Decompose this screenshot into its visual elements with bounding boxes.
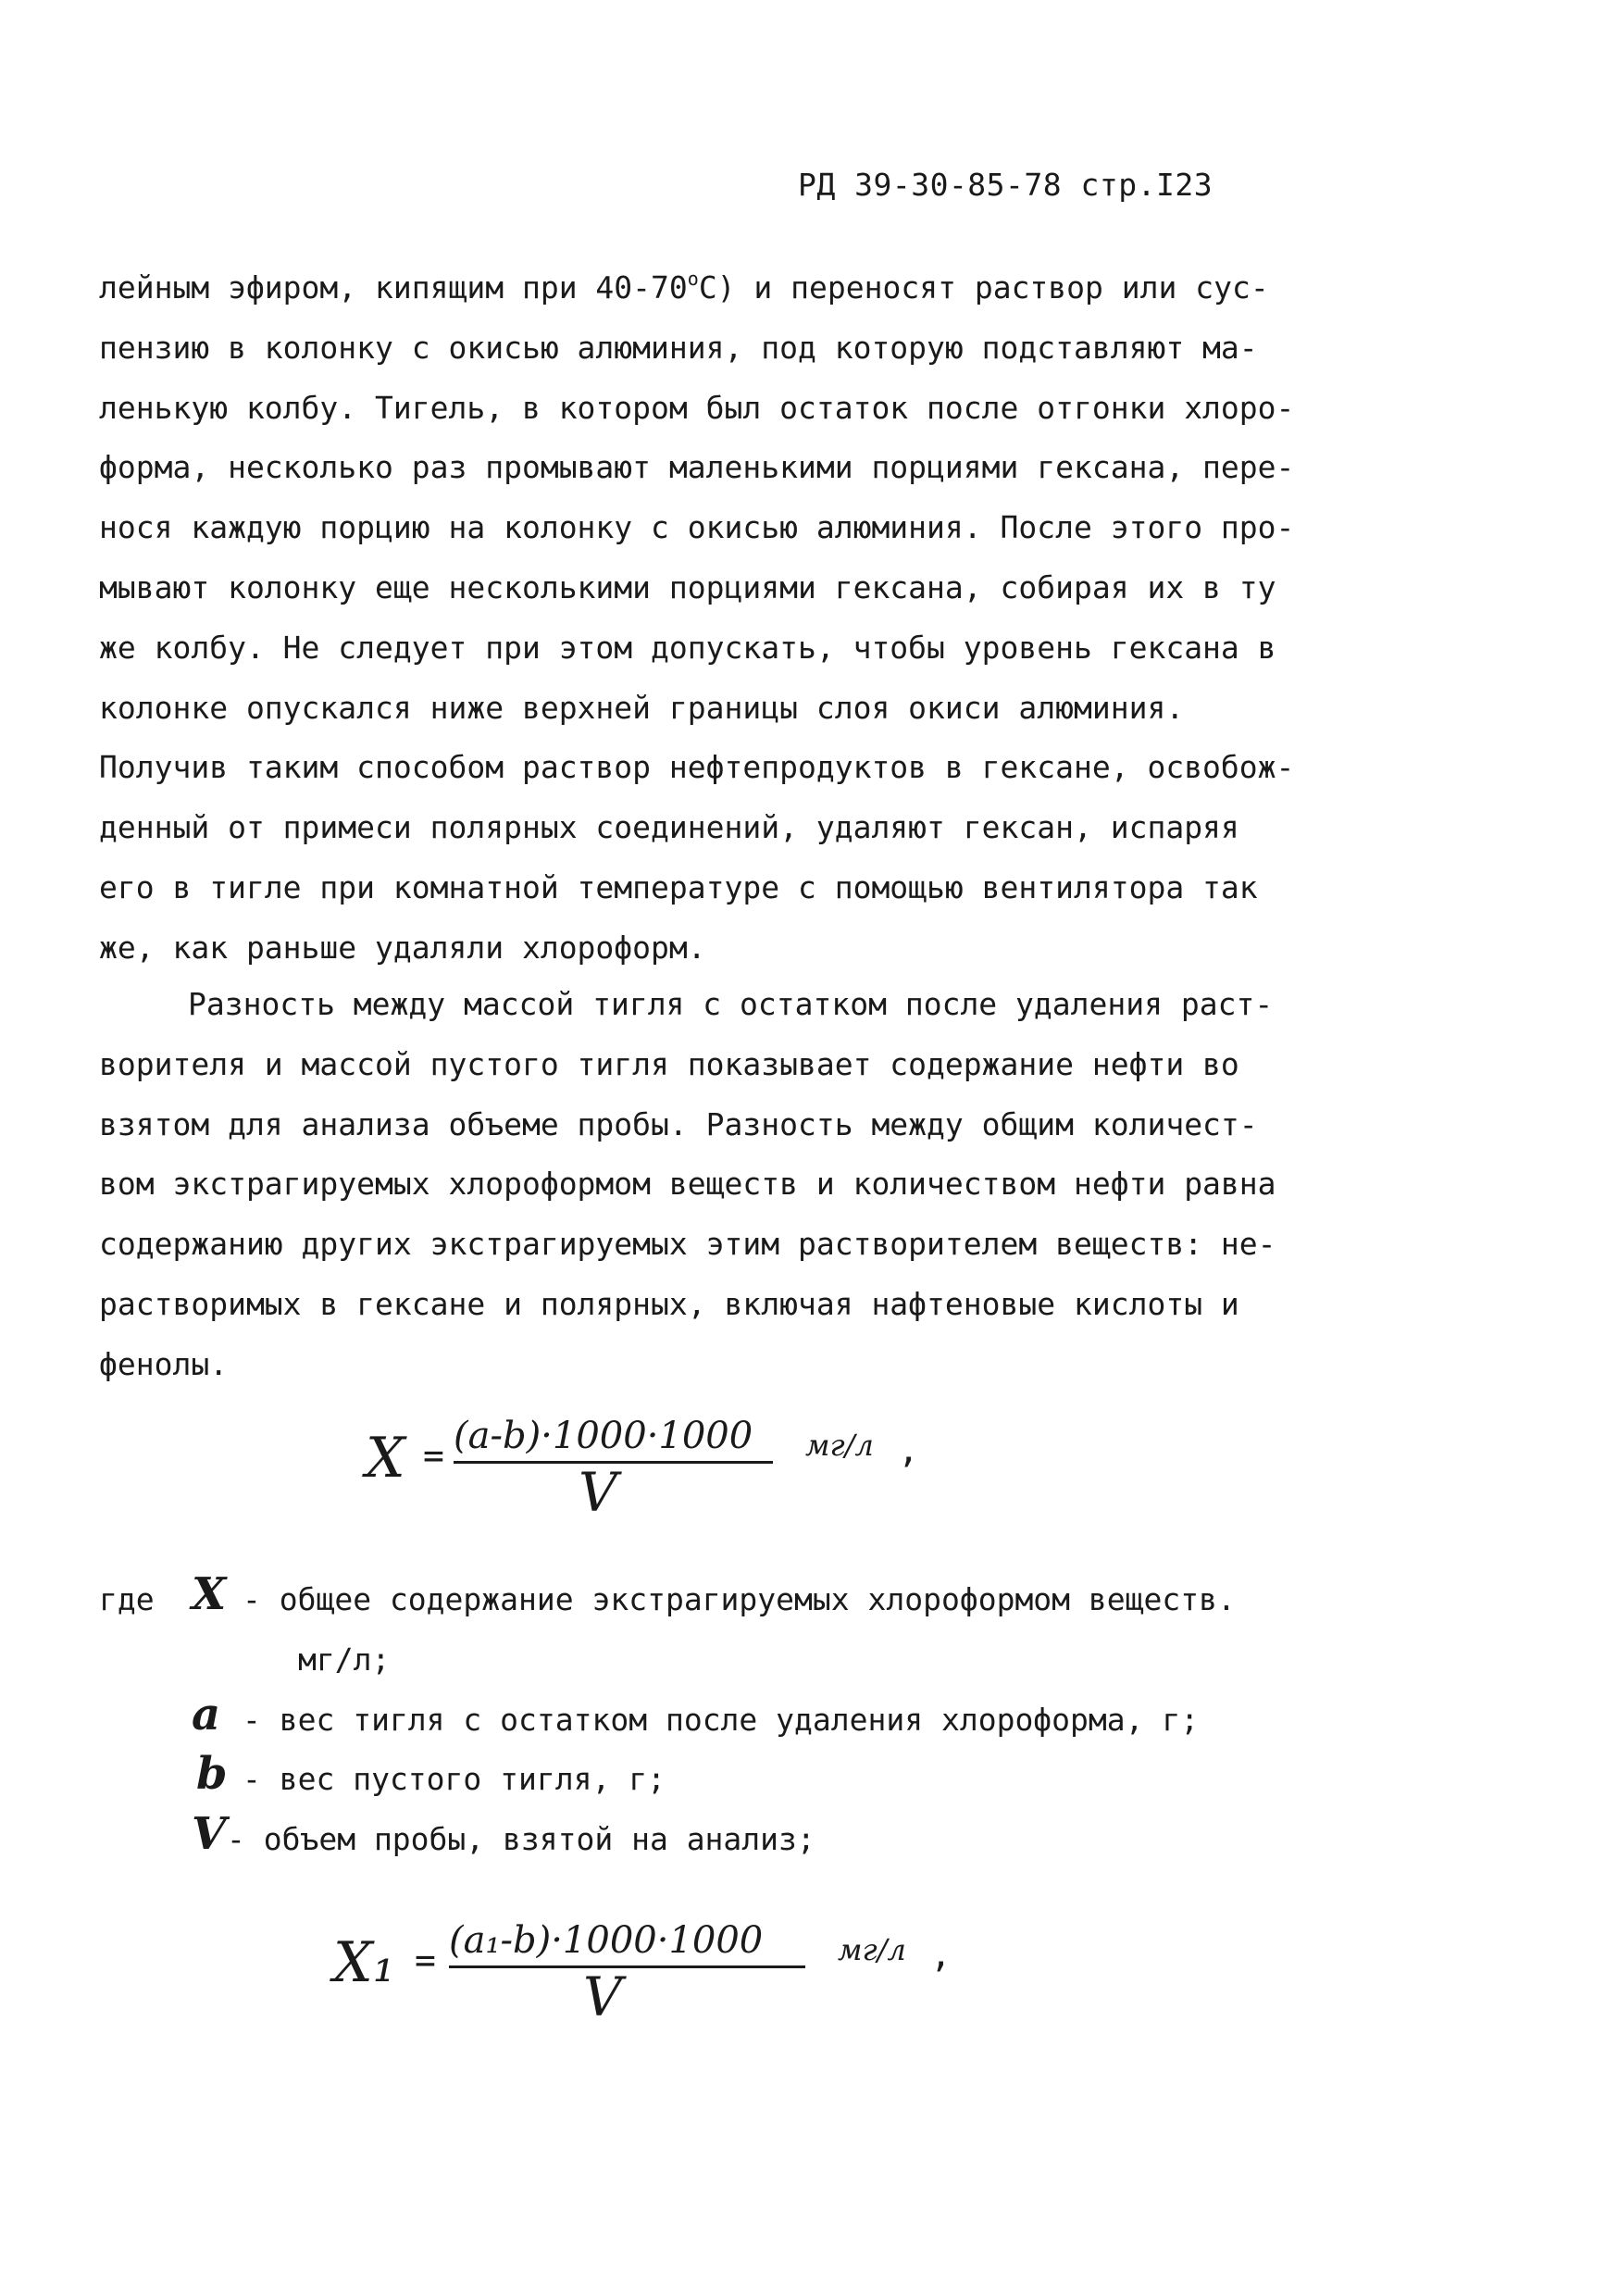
text-line: форма, несколько раз промывают маленькими порциями гексана, пере- [99,449,1295,486]
definition-symbol: b [196,1748,228,1801]
formula-denominator: V [583,1965,622,2028]
definition-text: - вес тигля с остатком после удаления хлороформа, г; [243,1701,1200,1738]
text-line: пензию в колонку с окисью алюминия, под которую подставляют ма- [99,329,1258,366]
text-line: же, как раньше удаляли хлороформ. [99,929,706,966]
definition-symbol: V [192,1808,227,1861]
definition-text: - вес пустого тигля, г; [243,1761,666,1798]
degree-sup: o [687,268,699,290]
text-line: взятом для анализа объеме пробы. Разность между общим количест- [99,1105,1258,1142]
text-line: Разность между массой тигля с остатком после удаления раст- [188,986,1274,1022]
text-line: содержанию других экстрагируемых этим растворителем веществ: не- [99,1226,1276,1263]
definition-row [99,1641,1395,1702]
text-line: нося каждую порцию на колонку с окисью алюминия. После этого про- [99,509,1295,546]
formula-other-extract [333,1919,981,2041]
formula-equals: = [415,1940,436,1980]
formula-total-extract [366,1415,940,1537]
formula-comma: , [898,1429,919,1470]
formula-unit: мг/л [805,1428,874,1463]
text-line: Получив таким способом раствор нефтепродуктов в гексане, освобож- [99,749,1295,786]
text-line: же колбу. Не следует при этом допускать, чтобы уровень гексана в [99,629,1276,666]
text-line: ленькую колбу. Тигель, в котором был остаток после отгонки хлоро- [99,389,1295,426]
definition-text: - объем пробы, взятой на анализ; [227,1821,815,1858]
text-line: лейным эфиром, кипящим при 40-70$^o$C) и переносят раствор или сус- [99,268,1269,306]
formula-equals: = [423,1435,444,1476]
definition-row [99,1688,1395,1762]
fraction-bar [449,1965,805,1968]
formula-numerator: (a-b)·1000·1000 [454,1415,753,1457]
formula-comma: , [930,1934,952,1975]
formula-lhs: X₁ [333,1930,395,1995]
paragraph-1 [99,258,1295,979]
text-line: мывают колонку еще несколькими порциями гексана, собирая их в ту [99,568,1276,605]
definitions-intro: где [99,1581,155,1617]
text-line: растворимых в гексане и полярных, включая нафтеновые кислоты и [99,1285,1239,1322]
text-line: колонке опускался ниже верхней границы слоя окиси алюминия. [99,689,1185,726]
text-line: ворителя и массой пустого тигля показывает содержание нефти во [99,1045,1239,1082]
text-line: вом экстрагируемых хлороформом веществ и количеством нефти равна [99,1166,1276,1203]
paragraph-2 [99,975,1275,1395]
formula-lhs: X [366,1426,405,1491]
formula-denominator: V [579,1461,617,1524]
formula-unit: мг/л [838,1932,906,1967]
text-line: денный от примеси полярных соединений, удаляют гексан, испаряя [99,809,1239,846]
definition-symbol: a [192,1688,221,1741]
definition-row [99,1748,1395,1821]
symbol-definitions [99,1568,1395,1881]
text-line: фенолы. [99,1345,229,1382]
definition-row [99,1568,1395,1641]
definition-symbol: X [192,1568,227,1620]
definition-text: мг/л; [298,1641,391,1678]
formula-numerator: (a₁-b)·1000·1000 [449,1919,764,1962]
text-line: его в тигле при комнатной температуре с помощью вентилятора так [99,868,1258,905]
definition-row [99,1808,1395,1881]
definition-text: - общее содержание экстрагируемых хлороформом веществ. [243,1581,1236,1617]
page-header: РД 39-30-85-78 стр.I23 [798,167,1214,203]
